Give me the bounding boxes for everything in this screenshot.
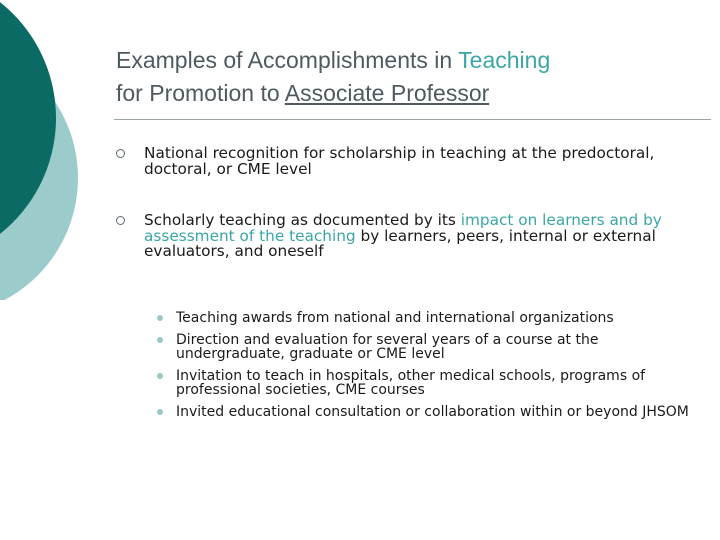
title-associate-professor: Associate Professor <box>284 80 490 106</box>
filled-dot-bullet-icon <box>157 409 163 415</box>
sub-bullet-list <box>176 311 696 426</box>
light-teal-circle <box>0 40 78 300</box>
filled-dot-bullet-icon <box>157 337 163 343</box>
title-text-2: for Promotion to <box>116 80 285 106</box>
bullet-text-before: Scholarly teaching as documented by its <box>144 211 461 229</box>
sub-bullet-text: Invited educational consultation or collaboration within or beyond JHSOM <box>176 403 689 420</box>
bullet-scholarly-teaching <box>116 213 676 260</box>
filled-dot-bullet-icon <box>157 373 163 379</box>
sub-bullet-teaching-awards <box>176 311 696 326</box>
title-divider <box>114 119 711 120</box>
sub-bullet-text: Teaching awards from national and international organizations <box>176 310 614 326</box>
title-text-1: Examples of Accomplishments in <box>116 47 459 73</box>
title-teaching-word: Teaching <box>458 47 551 73</box>
bullet-highlight: impact on learners and by assessment of the teaching <box>144 211 662 245</box>
bullet-national-recognition <box>116 146 676 177</box>
sub-bullet-invitation-to-teach <box>176 369 696 398</box>
bullet-text-after: by learners, peers, internal or external evaluators, and oneself <box>144 226 656 260</box>
bullet-text: National recognition for scholarship in teaching at the predoctoral, doctoral, or CME level <box>144 144 655 178</box>
dark-teal-circle <box>0 0 56 266</box>
sub-bullet-course-direction <box>176 333 696 362</box>
hollow-circle-bullet-icon <box>116 149 125 158</box>
filled-dot-bullet-icon <box>157 315 163 321</box>
slide-title <box>116 44 696 110</box>
sub-bullet-educational-consultation <box>176 405 696 420</box>
hollow-circle-bullet-icon <box>116 216 125 225</box>
decorative-teal-circles <box>0 0 100 300</box>
main-bullet-list <box>116 146 676 296</box>
sub-bullet-text: Invitation to teach in hospitals, other medical schools, programs of professional societies, CME courses <box>176 367 646 398</box>
sub-bullet-text: Direction and evaluation for several years of a course at the undergraduate, graduate or CME level <box>176 331 599 362</box>
